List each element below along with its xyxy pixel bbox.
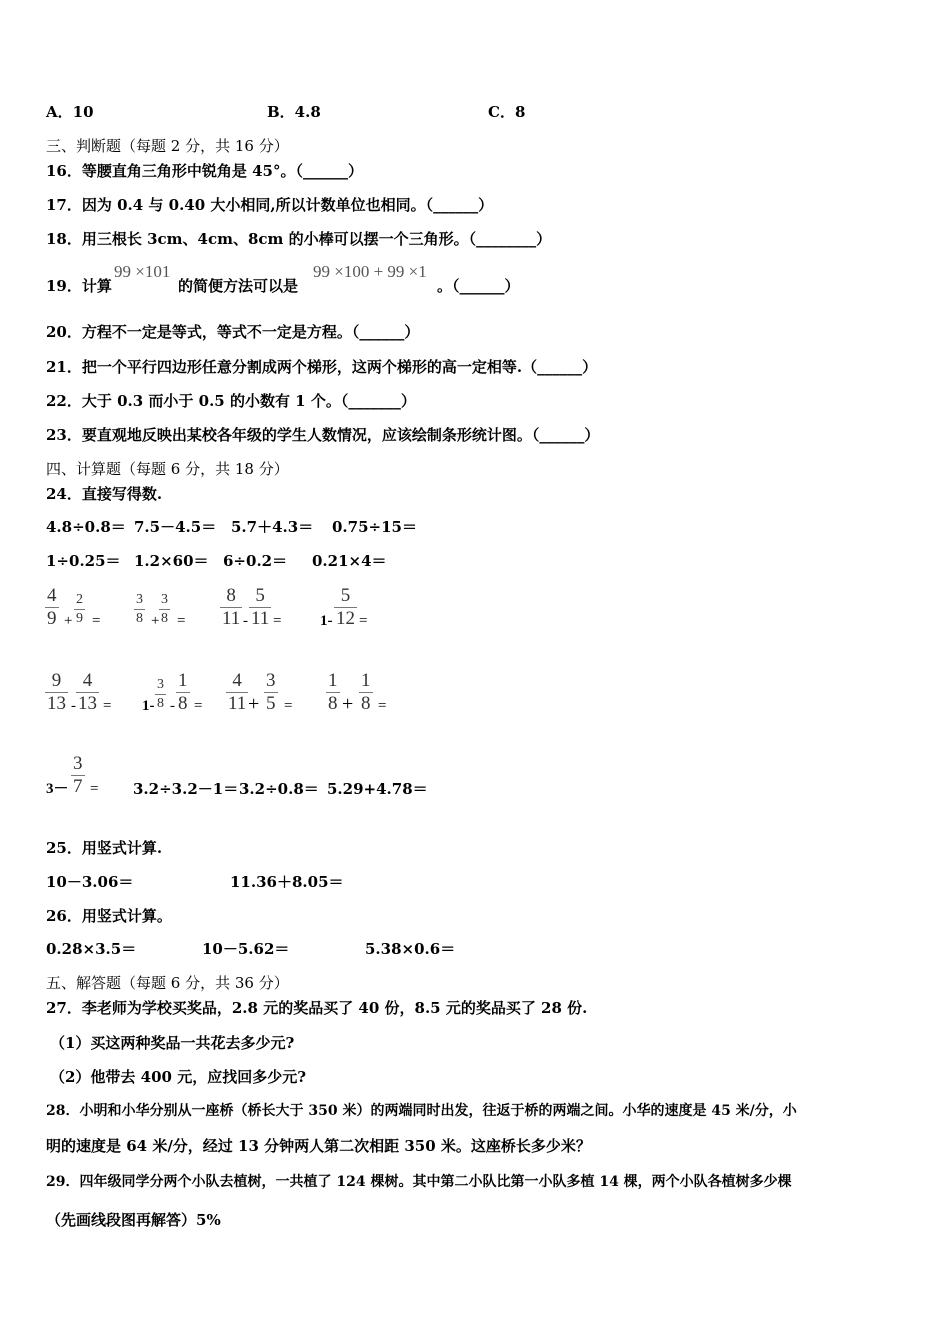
operator: +: [64, 613, 73, 629]
question-24: 24．直接写得数.: [46, 485, 163, 503]
fraction: $\frac{5}{12}$: [336, 585, 355, 629]
section-4-heading: 四、计算题（每题 6 分，共 18 分）: [46, 460, 289, 478]
fraction: $\frac{4}{13}$: [78, 670, 97, 714]
option-a: A．10: [46, 103, 94, 121]
fraction: $\frac{4}{9}$: [47, 585, 57, 629]
option-b: B．4.8: [267, 103, 321, 121]
question-28-line-2: 明的速度是 64 米/分，经过 13 分钟两人第二次相距 350 米。这座桥长多少米？: [46, 1137, 591, 1155]
operator: -: [71, 698, 76, 714]
equals-sign: =: [103, 698, 112, 714]
fraction: $\frac{1}{8}$: [361, 670, 371, 714]
fraction: $\frac{3}{8}$: [136, 592, 143, 626]
question-19-expr1: 99 ×101: [114, 262, 171, 281]
question-23: 23．要直观地反映出某校各年级的学生人数情况，应该绘制条形统计图。（______）: [46, 426, 600, 444]
equals-sign: =: [273, 613, 282, 629]
calc-item: 5.29+4.78＝: [327, 780, 428, 798]
question-19-expr2: 99 ×100 + 99 ×1: [313, 262, 427, 281]
question-17: 17．因为 0.4 与 0.40 大小相同,所以计数单位也相同。（______）: [46, 196, 494, 214]
prefix: 3－: [46, 781, 69, 797]
calc-item: 0.28×3.5＝: [46, 940, 137, 958]
calc-item: 11.36＋8.05＝: [230, 873, 344, 891]
equals-sign: =: [194, 698, 203, 714]
option-c: C．8: [488, 103, 526, 121]
calc-item: 1÷0.25＝: [46, 552, 121, 570]
section-3-heading: 三、判断题（每题 2 分，共 16 分）: [46, 137, 289, 155]
prefix: 1-: [320, 613, 333, 629]
question-19-middle: 的简便方法可以是: [178, 277, 299, 295]
calc-item: 5.7＋4.3＝: [231, 518, 314, 536]
calc-item: 5.38×0.6＝: [365, 940, 456, 958]
prefix: 1-: [142, 698, 155, 714]
equals-sign: =: [92, 613, 101, 629]
fraction: $\frac{8}{11}$: [222, 585, 241, 629]
question-18: 18．用三根长 3cm、4cm、8cm 的小棒可以摆一个三角形。（________）: [46, 230, 552, 248]
question-16: 16．等腰直角三角形中锐角是 45°。（______）: [46, 162, 363, 180]
fraction: $\frac{9}{13}$: [47, 670, 66, 714]
question-21: 21．把一个平行四边形任意分割成两个梯形，这两个梯形的高一定相等.（______）: [46, 358, 598, 376]
question-27: 27．李老师为学校买奖品，2.8 元的奖品买了 40 份，8.5 元的奖品买了 28 份.: [46, 999, 588, 1017]
calc-item: 0.75÷15＝: [332, 518, 417, 536]
equals-sign: =: [90, 781, 99, 797]
fraction: $\frac{3}{5}$: [266, 670, 276, 714]
calc-item: 6÷0.2＝: [223, 552, 288, 570]
operator: -: [243, 613, 248, 629]
fraction: $\frac{3}{8}$: [157, 677, 164, 711]
question-22: 22．大于 0.3 而小于 0.5 的小数有 1 个。（_______）: [46, 392, 416, 410]
question-27-part-1: （1）买这两种奖品一共花去多少元?: [50, 1034, 295, 1052]
calc-item: 4.8÷0.8＝: [46, 518, 126, 536]
question-26: 26．用竖式计算。: [46, 907, 172, 925]
fraction: $\frac{3}{8}$: [161, 592, 168, 626]
equals-sign: =: [284, 698, 293, 714]
calc-item: 3.2÷3.2－1＝: [133, 780, 239, 798]
question-19-suffix: 。（______）: [437, 277, 520, 295]
question-29-line-2: （先画线段图再解答）5%: [46, 1211, 221, 1229]
operator: +: [342, 693, 354, 715]
section-5-heading: 五、解答题（每题 6 分，共 36 分）: [46, 974, 289, 992]
question-27-part-2: （2）他带去 400 元，应找回多少元?: [50, 1068, 306, 1086]
fraction: $\frac{1}{8}$: [328, 670, 338, 714]
question-28-line-1: 28．小明和小华分别从一座桥（桥长大于 350 米）的两端同时出发，往返于桥的两端之间。小华的速度是 45 米/分，小: [46, 1103, 797, 1119]
fraction: $\frac{3}{7}$: [73, 753, 83, 797]
calc-item: 0.21×4＝: [312, 552, 387, 570]
question-29-line-1: 29．四年级同学分两个小队去植树，一共植了 124 棵树。其中第二小队比第一小队多植 14 棵，两个小队各植树多少棵: [46, 1174, 792, 1190]
equals-sign: =: [177, 613, 186, 629]
operator: +: [248, 693, 260, 715]
fraction: $\frac{5}{11}$: [251, 585, 270, 629]
question-19-prefix: 19．计算: [46, 277, 112, 295]
question-25: 25．用竖式计算.: [46, 839, 163, 857]
question-20: 20．方程不一定是等式，等式不一定是方程。（______）: [46, 323, 420, 341]
fraction: $\frac{4}{11}$: [228, 670, 247, 714]
fraction: $\frac{2}{9}$: [76, 592, 83, 626]
operator: -: [170, 698, 175, 714]
calc-item: 7.5－4.5＝: [134, 518, 217, 536]
fraction: $\frac{1}{8}$: [178, 670, 188, 714]
calc-item: 10－5.62＝: [202, 940, 290, 958]
calc-item: 1.2×60＝: [134, 552, 209, 570]
equals-sign: =: [359, 613, 368, 629]
equals-sign: =: [378, 698, 387, 714]
calc-item: 3.2÷0.8＝: [239, 780, 319, 798]
calc-item: 10－3.06＝: [46, 873, 134, 891]
operator: +: [151, 613, 160, 629]
